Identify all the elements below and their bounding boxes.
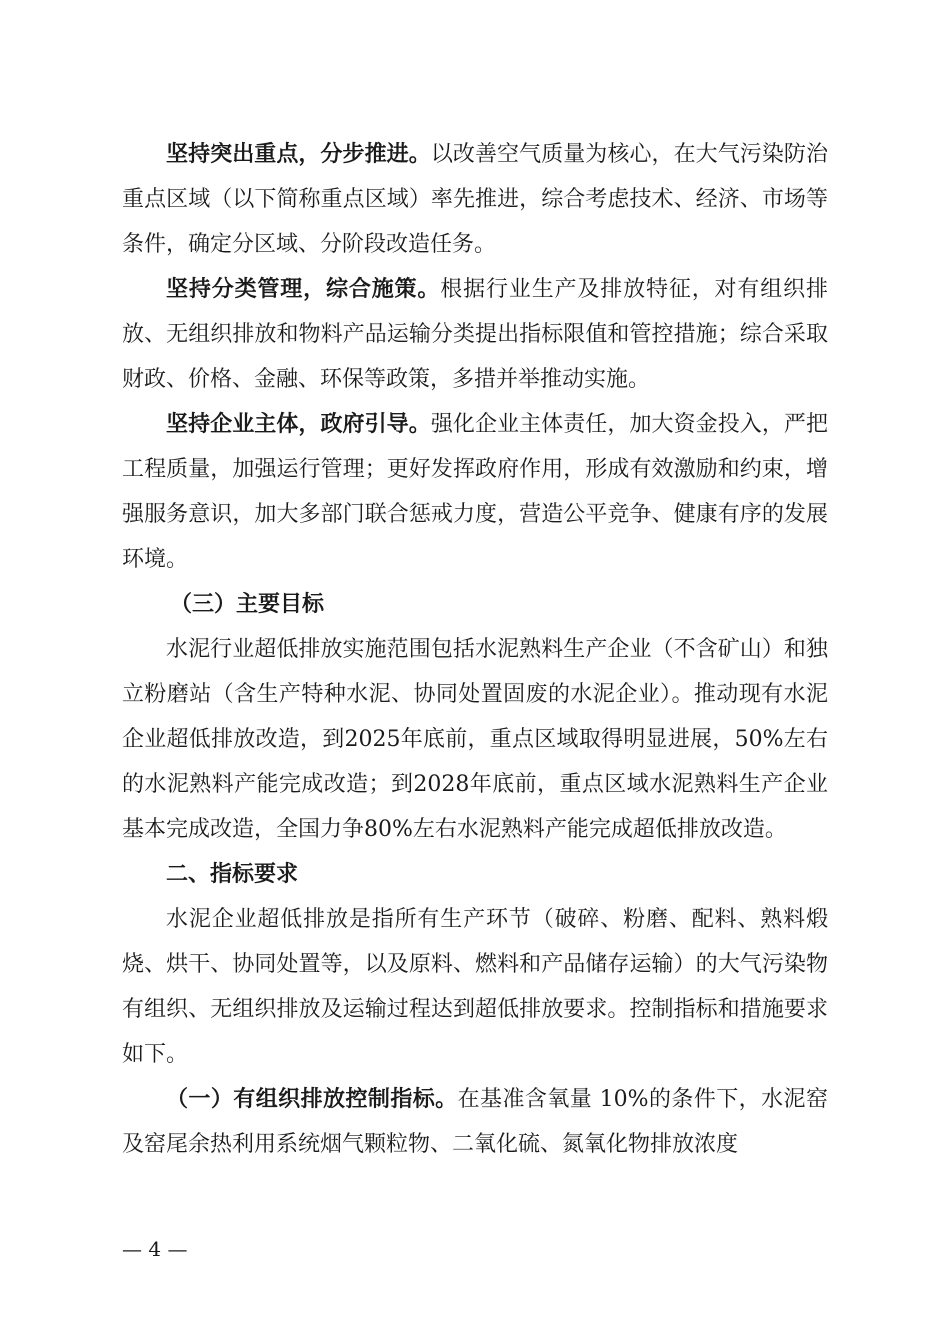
principle-1-lead: 坚持突出重点，分步推进。: [166, 141, 431, 167]
principle-3-lead: 坚持企业主体，政府引导。: [166, 411, 431, 437]
document-body: [122, 132, 828, 1167]
requirements-paragraph: 水泥企业超低排放是指所有生产环节（破碎、粉磨、配料、熟料煅烧、烘干、协同处置等，以及原料、燃料和产品储存运输）的大气污染物有组织、无组织排放及运输过程达到超低排放要求。控制指标和措施要求如下。: [122, 907, 828, 1067]
principle-1-text: 以改善空气质量为核心，在大气污染防治重点区域（以下简称重点区域）率先推进，综合考虑技术、经济、市场等条件，确定分区域、分阶段改造任务。: [122, 142, 828, 257]
organized-emission-lead: （一）有组织排放控制指标。: [166, 1086, 458, 1112]
organized-emission-paragraph: [122, 1077, 828, 1167]
principle-2-text: 根据行业生产及排放特征，对有组织排放、无组织排放和物料产品运输分类提出指标限值和管控措施；综合采取财政、价格、金融、环保等政策，多措并举推动实施。: [122, 277, 828, 392]
principle-2-lead: 坚持分类管理，综合施策。: [166, 276, 441, 302]
goals-paragraph: 水泥行业超低排放实施范围包括水泥熟料生产企业（不含矿山）和独立粉磨站（含生产特种水泥、协同处置固废的水泥企业）。推动现有水泥企业超低排放改造，到2025年底前，重点区域取得明显进展，50%左右的水泥熟料产能完成改造；到2028年底前，重点区域水泥熟料生产企业基本完成改造，全国力争80%左右水泥熟料产能完成超低排放改造。: [122, 637, 828, 842]
principle-paragraph-1: [122, 132, 828, 267]
organized-emission-text: 在基准含氧量 10%的条件下，水泥窑及窑尾余热利用系统烟气颗粒物、二氧化硫、氮氧化物排放浓度: [122, 1087, 828, 1157]
principle-paragraph-3: [122, 402, 828, 582]
page-number: — 4 —: [122, 1237, 188, 1261]
goals-heading: （三）主要目标: [170, 591, 325, 617]
requirements-heading: 二、指标要求: [166, 861, 299, 887]
principle-3-text: 强化企业主体责任，加大资金投入，严把工程质量，加强运行管理；更好发挥政府作用，形成有效激励和约束，增强服务意识，加大多部门联合惩戒力度，营造公平竞争、健康有序的发展环境。: [122, 412, 828, 572]
principle-paragraph-2: [122, 267, 828, 402]
